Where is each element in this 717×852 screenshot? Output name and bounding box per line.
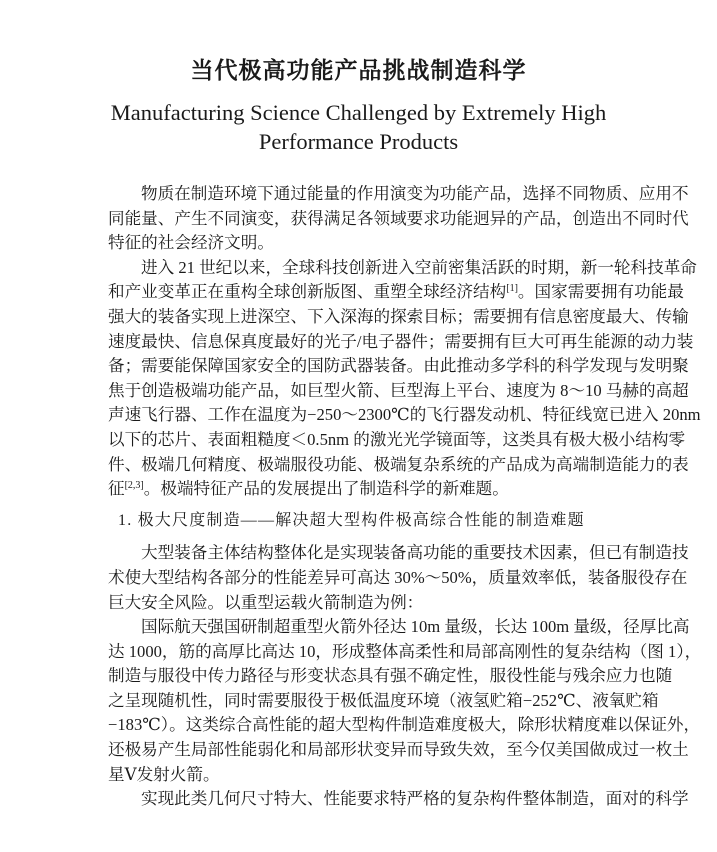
text-line: 还极易产生局部性能弱化和局部形状变异而导致失效，至今仅美国做成过一枚土 (108, 740, 689, 760)
paragraph-4 (108, 615, 702, 787)
text-line: −183℃）。这类综合高性能的超大型构件制造难度极大，除形状精度难以保证外， (108, 715, 701, 735)
text-line: 术使大型结构各部分的性能差异可高达 30%～50%，质量效率低，装备服役存在 (108, 567, 688, 587)
text-line: 焦于创造极端功能产品，如巨型火箭、巨型海上平台、速度为 8～10 马赫的高超 (108, 380, 689, 400)
text-line: 声速飞行器、工作在温度为−250～2300℃的飞行器发动机、特征线宽已进入 20nm (108, 405, 701, 425)
title-en-line: Performance Products (258, 129, 459, 154)
paragraph-5 (108, 787, 689, 812)
text-segment: 。国家需要拥有功能最 (517, 282, 684, 302)
text-line: 物质在制造环境下通过能量的作用演变为功能产品，选择不同物质、应用不 (141, 184, 689, 203)
citation-1[interactable]: [1] (506, 283, 518, 295)
text-line: 国际航天强国研制超重型火箭外径达 10m 量级，长达 100m 量级，径厚比高 (141, 617, 690, 637)
paragraph-1 (108, 182, 689, 256)
text-line: 件、极端几何精度、极端服役功能、极端复杂系统的产品成为高端制造能力的表 (108, 454, 689, 474)
citation-2-3[interactable]: [2,3] (124, 480, 144, 492)
text-line: 星Ⅴ发射火箭。 (108, 764, 220, 784)
text-line: 之呈现随机性，同时需要服役于极低温度环境（液氢贮箱−252℃、液氧贮箱 (108, 690, 659, 710)
title-en-line: Manufacturing Science Challenged by Extremely High (110, 100, 607, 125)
text-line: 以下的芯片、表面粗糙度＜0.5nm 的激光光学镜面等，这类具有极大极小结构零 (108, 429, 686, 449)
text-line: 强大的装备实现上进深空、下入深海的探索目标；需要拥有信息密度最大、传输 (108, 306, 689, 326)
document-body (108, 182, 702, 812)
text-line (108, 477, 613, 502)
page-title-english (0, 98, 717, 156)
paragraph-3 (108, 541, 689, 615)
text-line: 巨大安全风险。以重型运载火箭制造为例： (108, 592, 424, 612)
text-line: 特征的社会经济文明。 (108, 233, 274, 253)
text-segment: 和产业变革正在重构全球创新版图、重塑全球经济结构 (108, 282, 507, 302)
text-line: 实现此类几何尺寸特大、性能要求特严格的复杂构件整体制造，面对的科学 (141, 789, 689, 809)
text-line: 制造与服役中传力路径与形变状态具有强不确定性，服役性能与残余应力也随 (108, 666, 673, 686)
text-line: 速度最快、信息保真度最好的光子/电子器件；需要拥有巨大可再生能源的动力装 (108, 331, 694, 351)
text-segment: 。极端特征产品的发展提出了制造科学的新难题。 (143, 479, 509, 499)
text-segment: 征 (108, 479, 125, 499)
page-title-chinese: 当代极高功能产品挑战制造科学 (190, 57, 527, 83)
text-line: 达 1000，筋的高厚比高达 10，形成整体高柔性和局部高刚性的复杂结构（图 1）， (108, 641, 702, 661)
text-line (108, 280, 684, 305)
section-heading-1: 1. 极大尺度制造——解决超大型构件极高综合性能的制造难题 (118, 511, 585, 529)
paragraph-2 (108, 256, 701, 502)
text-line: 进入 21 世纪以来，全球科技创新进入空前密集活跃的时期，新一轮科技革命 (141, 257, 697, 277)
text-line: 同能量、产生不同演变，获得满足各领域要求功能迥异的产品，创造出不同时代 (108, 208, 689, 228)
text-line: 备；需要能保障国家安全的国防武器装备。由此推动多学科的科学发现与发明聚 (108, 356, 689, 376)
text-line: 大型装备主体结构整体化是实现装备高功能的重要技术因素，但已有制造技 (141, 543, 689, 563)
